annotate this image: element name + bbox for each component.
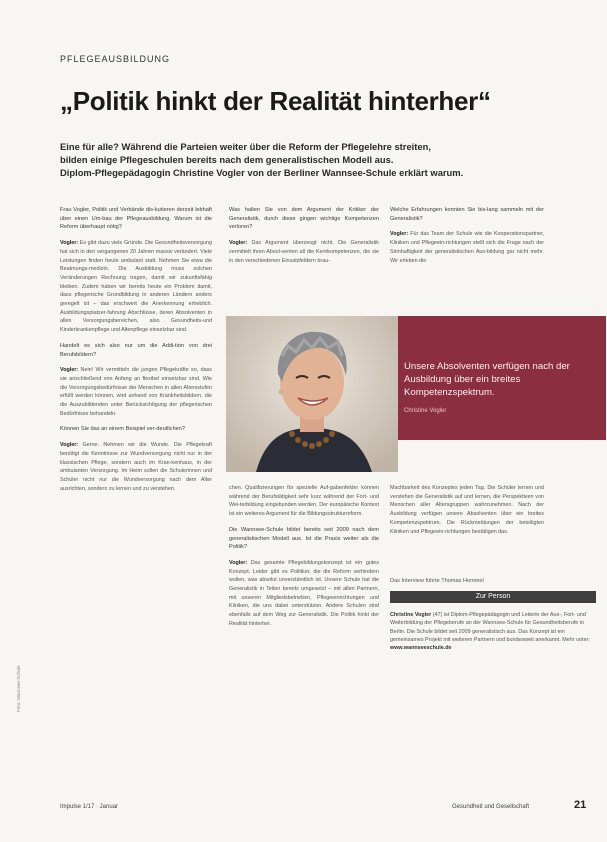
portrait-illustration	[226, 316, 398, 472]
portrait-photo	[226, 316, 398, 472]
lead-line-3	[60, 166, 560, 179]
speaker-label: Vogler:	[229, 240, 248, 247]
speaker-label: Vogler:	[60, 442, 79, 449]
interview-caption: Das Interview führte Thomas Hommel	[390, 578, 484, 584]
answer-3-text: Gerne. Nehmen wir die Wunde. Die Pflegekraft benötigt die Kenntnisse zur Wundversorgung nicht nur in der klassischen Pflege, sondern auch im Kran-kenhaus, in der ambulanten Versorgung. Im Heim sollen die Schulerinnen und Schüler nicht nur die Wundversorgung nach dem Alter ausrichten, sondern zu lernen und zu verstehen.	[60, 442, 212, 492]
footer-issue: Impulse 1/17 · Januar	[60, 804, 119, 810]
column-1	[60, 206, 212, 802]
footer-section: Gesundheit und Gesellschaft	[452, 804, 530, 810]
answer-5-text: Für das Team der Schule wie die Kooperationspartner, Kliniken und Pflegeein-richtungen stellt sich die Frage nach der Sinnhaftigkeit der generalistischen Aus-bildung gar nicht mehr. Wir erleben die	[390, 231, 544, 264]
answer-4	[229, 239, 379, 265]
column-2-bottom	[229, 484, 379, 800]
lead-line-1: Eine für alle? Während die Parteien weiter über die Reform der Pflegelehre streiten,	[60, 141, 431, 152]
question-3: Können Sie das an einem Beispiel ver-deutlichen?	[60, 426, 186, 433]
question-5: Welche Erfahrungen konnten Sie bis-lang sammeln mit der Generalistik?	[390, 207, 544, 222]
lead-author-name: Christine Vogler	[173, 167, 245, 178]
speaker-label: Vogler:	[60, 367, 79, 374]
lead-line-3-pre: Diplom-Pflegepädagogin	[60, 167, 174, 178]
speaker-label: Vogler:	[229, 559, 248, 566]
question-2: Handelt es sich also nur um die Addi-tion von drei Berufsbildern?	[60, 342, 212, 358]
speaker-label: Vogler:	[60, 240, 79, 247]
speaker-label: Vogler:	[390, 231, 409, 238]
column-2-top	[229, 206, 379, 310]
answer-4-text: Das Argument überzeugt nicht. Die Generalistik vermittelt ihren Absol-venten all die Kernkompetenzen, die sie in den verschiedenen Einsatzfeldern brau-	[229, 240, 379, 264]
answer-5-continued: Machbarkeit des Konzeptes jeden Tag. Die Schüler lernen und verstehen die Generalistik auf und lernen, die Perspektiven von Menschen aller Altersgruppen wahrzunehmen. Nach der Ausbildung verfügen unsere Absolventen über ein breites Kompetenzspektrum. Die Rückmeldungen der beteiligten Kliniken und Pflegeein-richtungen bestätigen das.	[390, 485, 544, 535]
column-3-top	[390, 206, 544, 310]
zur-person-text	[390, 611, 596, 652]
photo-credit: Foto: Wannsee-Schule	[16, 665, 21, 712]
section-kicker: PFLEGEAUSBILDUNG	[60, 54, 171, 64]
zur-person-name: Christine Vogler	[390, 612, 432, 618]
answer-2-text: Nein! Wir vermitteln die jungen Pflegekräfte so, dass sie anschließend von Anfang an flexibel einsetzbar sind. Wie die Versorgungsbedürfnisse der Menschen in allen Altersstufen erfüllt werden können, wird anhand von Krankheitsbildern, die die Auszubildenden unter Berücksichtigung der pflegerischen Bedürfnisse behandeln.	[60, 367, 212, 417]
pull-quote-text: Unsere Absolventen verfügen nach der Ausbildung über ein breites Kompetenzspektrum.	[404, 361, 570, 398]
lead-line-3-post: von der Berliner Wannsee-Schule erklärt warum.	[244, 167, 464, 178]
zur-person-label: Zur Person	[475, 593, 511, 600]
question-1: Frau Vogler, Politik und Verbände dis-kutieren derzeit lebhaft über einen Um-bau der Pflegeausbildung. Warum ist die Reform überhaupt nötig?	[60, 207, 212, 231]
zur-person-bio: (47) ist Diplom-Pflegepädagogin und Leiterin der Aus-, Fort- und Weiterbildung der Pflegeberufe an der Wannsee-Schule für Gesundheitsberufe in Berlin. Die Schule bildet seit 2009 generalistisch aus. Das Konzept ist ein gemeinsames Projekt mit weiteren Partnern und bundesweit anerkannt. Mehr unter:	[390, 612, 590, 643]
column-3-bottom	[390, 484, 544, 572]
page-number: 21	[574, 799, 587, 811]
answer-5	[390, 230, 544, 265]
question-4: Was halten Sie von dem Argument der Kritiker der Generalistik, durch diese gingen wichtige Kompetenzen verloren?	[229, 207, 379, 231]
answer-2	[60, 366, 212, 418]
answer-6	[229, 559, 379, 629]
answer-3	[60, 441, 212, 493]
answer-6-text: Das gesamte Pflegebildungskonzept ist ein gutes Konzept. Leider gibt es Politiker, die die Reform verhindern wollen, was absolut unverständlich ist. Unsere Schule hat die Generalistik in Teilen bereits umgesetzt – mit allen Partnern, mit unseren Mitgliedsbetrieben, Pflegeeinrichtungen und Kliniken, die uns dabei unterstützen. Andere Schulen sind ebenfalls auf dem Weg zur Generalistik. Die Politik hinkt der Realität hinterher.	[229, 559, 379, 627]
article-title: „Politik hinkt der Realität hinterher“	[60, 86, 491, 116]
article-lead	[60, 140, 560, 179]
pull-quote-author: Christine Vogler	[404, 408, 447, 414]
answer-1-text: Es gibt dazu viele Gründe. Die Gesundheitsversorgung hat sich in den vergangenen 20 Jahren massiv verändert. Viele Leistungen finden heute ambulant statt. Nehmen Sie etwa die Beatmungs-medizin. Die Ausbildung muss solchen Veränderungen Rechnung tragen, damit wir zukunftsfähig bleiben. Zudem haben wir bereits heute ein Problem damit, dass pflegerische Grundbildung in anderen Ländern anders geregelt ist – das erschwert die Anerkennung erheblich. Ausbildungsplatzer-fahrung Abschlüsse, deren Absolventen in allen Versorgungsbereichen, also Gesundheits-und Kinderkrankenpflege und Altenpflege einsetzbar sind.	[60, 240, 212, 334]
answer-4-continued: chen. Qualifizierungen für spezielle Auf-gabenfelder können während der Berufstätigkeit sehr kurz während der Fort- und Wei-terbildung eingebunden werden. Der europäische Kontext ist ein weiteres Argument für die Bildungsstrukturreform.	[229, 485, 379, 518]
zur-person-url: www.wannseeschule.de	[390, 645, 452, 652]
lead-line-2: bilden einige Pflegeschulen bereits nach dem generalistischen Modell aus.	[60, 154, 394, 165]
question-6: Die Wannsee-Schule bildet bereits seit 2009 nach dem generalistischen Modell aus. Ist die Praxis weiter als die Politik?	[229, 526, 379, 551]
answer-1	[60, 239, 212, 335]
